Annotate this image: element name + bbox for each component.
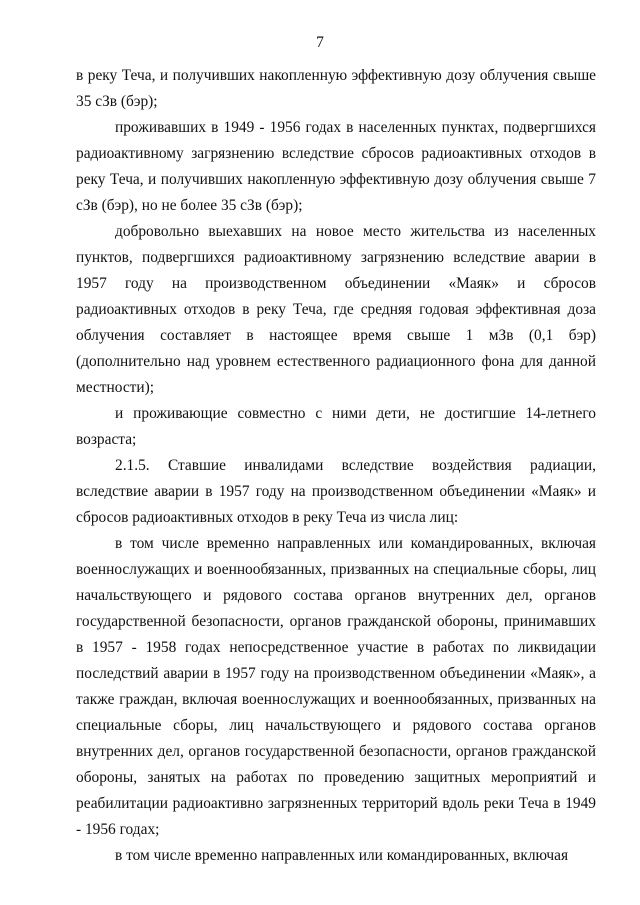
page-number: 7 [316, 34, 324, 51]
paragraph-children: и проживающие совместно с ними дети, не достигшие 14-летнего возраста; [76, 405, 596, 448]
paragraph-residents-1949-1956: проживавших в 1949 - 1956 годах в населенных пунктах, подвергшихся радиоактивному загрязнению вследствие сбросов радиоактивных отходов в реку Теча, и получивших накопленную эффективную дозу облучения свыше 7 сЗв (бэр), но не более 35 сЗв (бэр); [76, 119, 596, 214]
document-body [76, 63, 596, 869]
paragraph-truncated: в том числе временно направленных или командированных, включая [115, 847, 569, 864]
paragraph-liquidators: в том числе временно направленных или командированных, включая военнослужащих и военнообязанных, призванных на специальные сборы, лиц начальствующего и рядового состава органов внутренних дел, органов государственной безопасности, органов гражданской обороны, принимавших в 1957 - 1958 годах непосредственное участие в работах по ликвидации последствий аварии в 1957 году на производственном объединении «Маяк», а также граждан, включая военнослужащих и военнообязанных, призванных на специальные сборы, лиц начальствующего и рядового состава органов внутренних дел, органов государственной безопасности, органов гражданской обороны, занятых на работах по проведению защитных мероприятий и реабилитации радиоактивно загрязненных территорий вдоль реки Теча в 1949 - 1956 годах; [76, 535, 596, 838]
paragraph-section-2-1-5: 2.1.5. Ставшие инвалидами вследствие воздействия радиации, вследствие аварии в 1957 году на производственном объединении «Маяк» и сбросов радиоактивных отходов в реку Теча из числа лиц: [76, 457, 596, 526]
paragraph-voluntary-relocation: добровольно выехавших на новое место жительства из населенных пунктов, подвергшихся радиоактивному загрязнению вследствие аварии в 1957 году на производственном объединении «Маяк» и сбросов радиоактивных отходов в реку Теча, где средняя годовая эффективная доза облучения составляет в настоящее время свыше 1 мЗв (0,1 бэр) (дополнительно над уровнем естественного радиационного фона для данной местности); [76, 223, 596, 396]
paragraph-continuation: в реку Теча, и получивших накопленную эффективную дозу облучения свыше 35 сЗв (бэр); [76, 67, 596, 110]
